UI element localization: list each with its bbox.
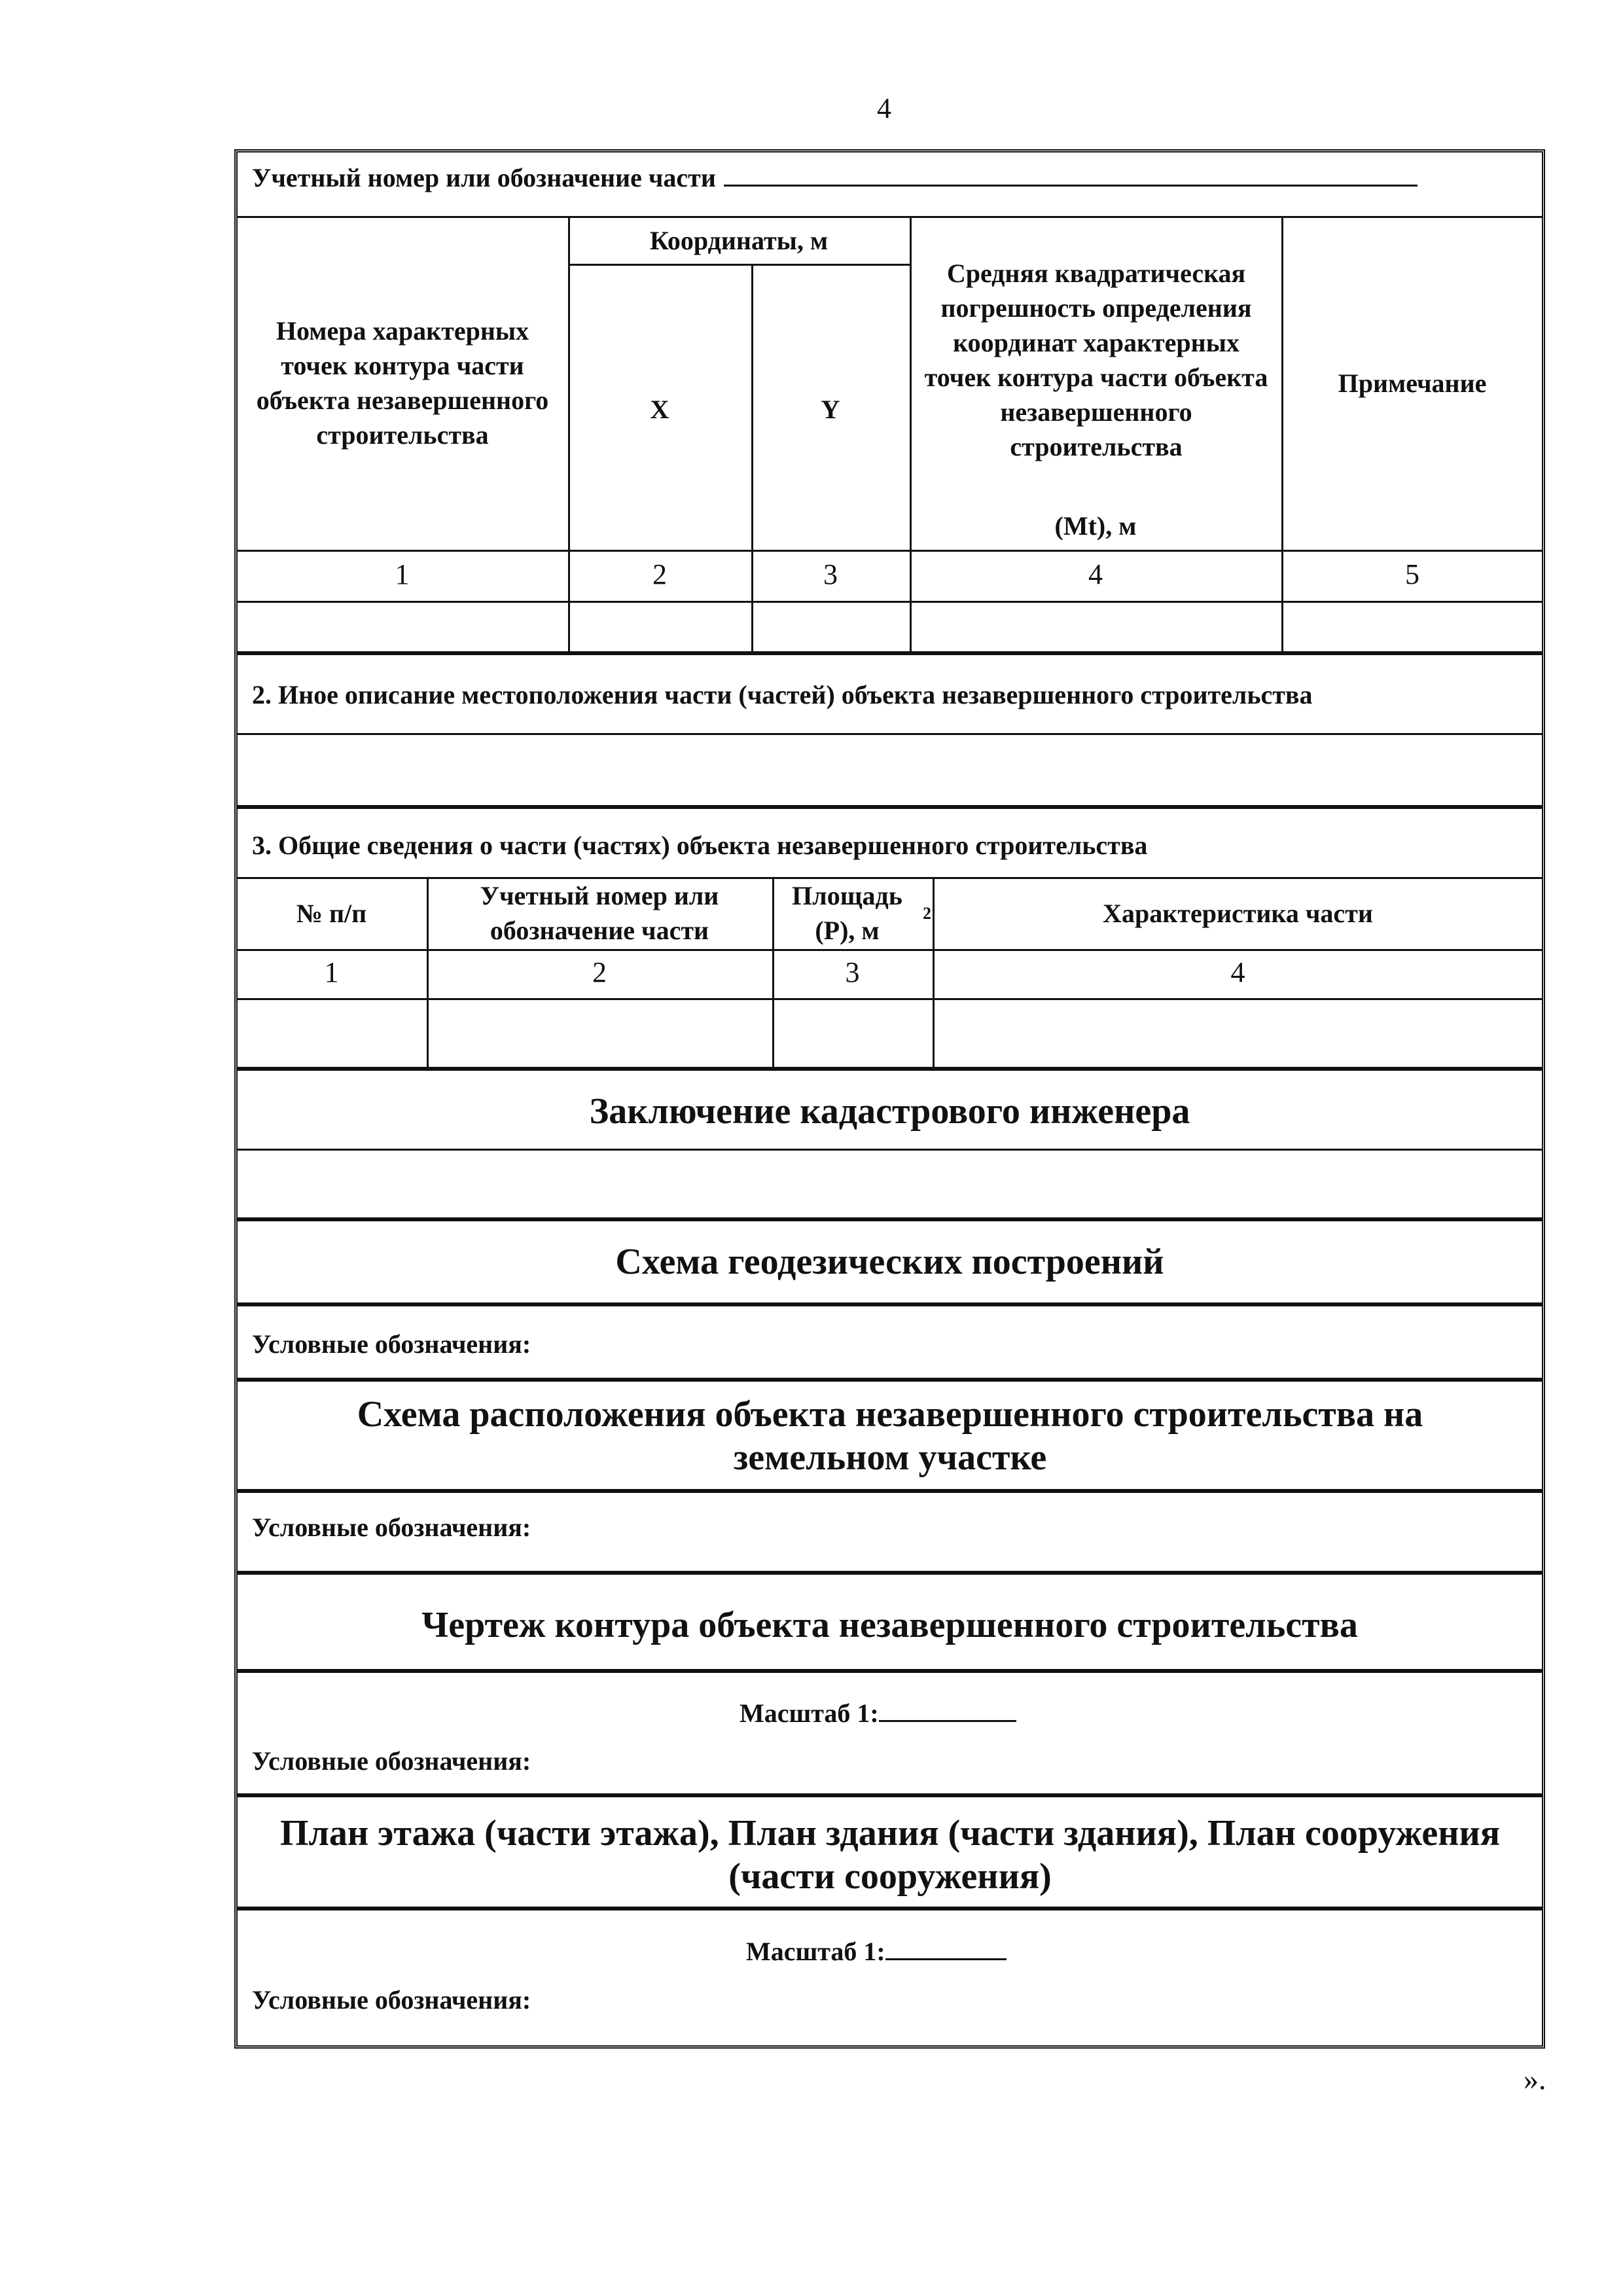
col-number: 4 [1088,558,1103,590]
col-number: 2 [592,956,607,988]
divider [236,733,1543,735]
section3-title: 3. Общие сведения о части (частях) объекта незавершенного строительства [252,831,1148,860]
col-x: X [650,394,669,424]
divider [236,216,1543,218]
divider [236,949,1543,951]
s3-col-char: Характеристика части [1103,898,1373,928]
col-number: 3 [823,558,838,590]
floor-plan-title: План этажа (части этажа), План здания (части здания), План сооружения (части сооружения) [279,1813,1501,1897]
contour-legend: Условные обозначения: [252,1746,531,1776]
divider [236,1489,1543,1493]
col-coords: Координаты, м [649,226,829,255]
s3-col-area: Площадь (Р), м 2 [792,881,931,945]
divider [568,264,910,266]
col-number: 3 [845,956,860,988]
closing-quote: ». [1524,2062,1546,2096]
col-number: 5 [1405,558,1419,590]
col-number: 2 [652,558,667,590]
divider [236,805,1543,809]
col-y: Y [821,394,840,424]
contour-title: Чертеж контура объекта незавершенного строительства [421,1605,1358,1645]
col-number: 4 [1230,956,1245,988]
contour-scale: Масштаб 1: [740,1694,1016,1731]
floor-plan-scale: Масштаб 1: [746,1932,1007,1969]
divider [236,1378,1543,1382]
part-account-blank[interactable] [724,158,1418,187]
col-error-symbol: (Mt), м [1054,511,1137,541]
section2-title: 2. Иное описание местоположения части (частей) объекта незавершенного строительства [252,680,1313,709]
col-point-numbers: Номера характерных точек контура части объекта незавершенного строительства [256,316,549,450]
floor-plan-legend: Условные обозначения: [252,1985,531,2015]
col-note: Примечание [1338,368,1487,398]
part-account-label: Учетный номер или обозначение части [252,158,1418,195]
col-number: 1 [324,956,339,988]
conclusion-title: Заключение кадастрового инженера [589,1091,1190,1132]
divider [236,998,1543,1000]
divider [236,1571,1543,1575]
divider [236,1907,1543,1910]
geodesic-legend: Условные обозначения: [252,1329,531,1359]
location-legend: Условные обозначения: [252,1513,531,1542]
divider [236,1302,1543,1306]
divider [236,1149,1543,1151]
divider [236,1217,1543,1221]
col-number: 1 [395,558,410,590]
s3-col-account: Учетный номер или обозначение части [480,881,719,945]
divider [236,601,1543,603]
divider [236,651,1543,655]
divider [236,1067,1543,1071]
col-error: Средняя квадратическая погрешность определения координат характерных точек контура части объекта незавершенного строительства [924,259,1268,461]
contour-scale-blank[interactable] [879,1694,1016,1722]
page-number: 4 [877,92,891,124]
geodesic-title: Схема геодезических построений [615,1242,1164,1282]
location-title: Схема расположения объекта незавершенного строительства на земельном участке [357,1394,1423,1478]
floor-plan-scale-blank[interactable] [885,1932,1007,1960]
divider [236,550,1543,552]
divider [751,264,753,653]
divider [236,1669,1543,1673]
divider [236,1793,1543,1797]
s3-col-num: № п/п [296,898,367,928]
